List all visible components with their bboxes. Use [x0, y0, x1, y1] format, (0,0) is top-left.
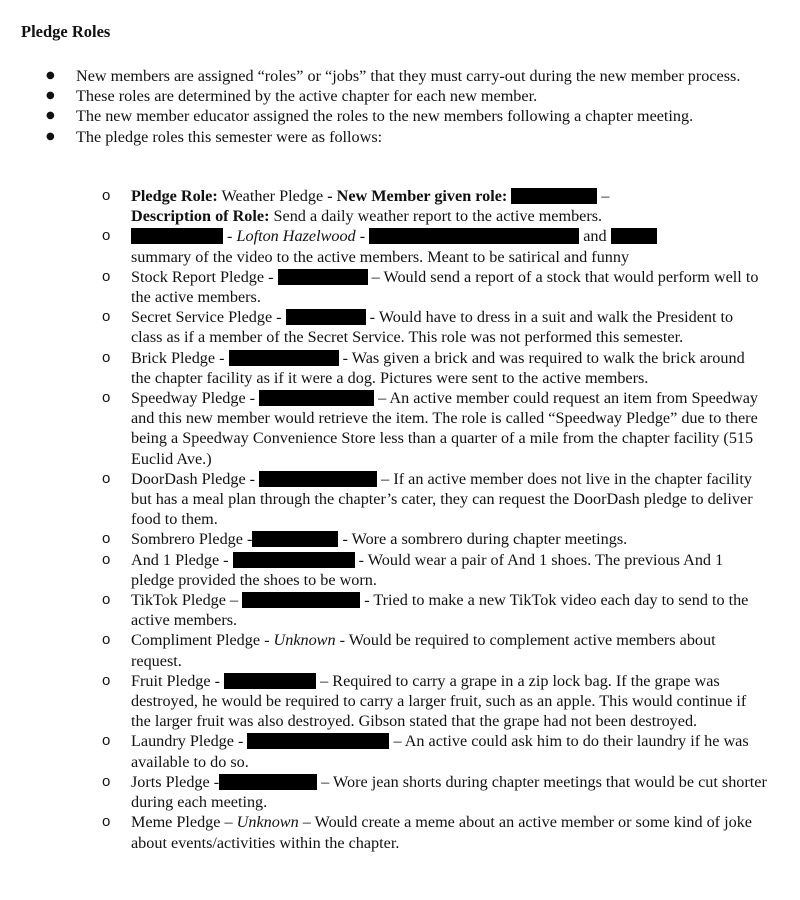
redaction-box	[224, 673, 316, 689]
role-jorts: o Jorts Pledge - – Wore jean shorts during chapter meetings that would be cut shorter during each meeting.	[131, 772, 767, 812]
redaction-box	[611, 228, 657, 244]
redaction-box	[233, 552, 355, 568]
redaction-box	[259, 390, 374, 406]
section-title: Pledge Roles	[21, 22, 111, 41]
redaction-box	[131, 228, 223, 244]
role-weather	[131, 186, 767, 226]
role-brick: o Brick Pledge - - Was given a brick and was required to walk the brick around the chapter facility as if it were a dog. Pictures were sent to the active members.	[131, 348, 767, 388]
role-speedway: o Speedway Pledge - – An active member could request an item from Speedway and this new member would retrieve the item. The role is called “Speedway Pledge” due to there being a Speedway Convenience Store less than a quarter of a mile from the chapter facility (515 Euclid Ave.)	[131, 388, 767, 469]
redaction-box	[259, 471, 377, 487]
role-value: Weather Pledge	[217, 187, 328, 205]
role-stock-report: o Stock Report Pledge - – Would send a report of a stock that would perform well to the active members.	[131, 267, 767, 307]
redaction-box	[252, 531, 338, 547]
role-meme: o Meme Pledge – Unknown – Would create a meme about an active member or some kind of joke about events/activities within the chapter.	[131, 812, 767, 852]
role-description: summary of the video to the active members. Meant to be satirical and funny	[131, 247, 630, 266]
role-tiktok: o TikTok Pledge – - Tried to make a new TikTok video each day to send to the active members.	[131, 590, 767, 630]
role-description: Send a daily weather report to the active members.	[269, 207, 603, 226]
redaction-box	[511, 188, 597, 204]
role-label: Pledge Role:	[131, 187, 218, 205]
redaction-box	[286, 309, 366, 325]
bullet-item: ● These roles are determined by the active chapter for each new member.	[76, 86, 756, 106]
redaction-box	[229, 350, 339, 366]
redaction-box	[219, 774, 317, 790]
pledge-roles-list	[131, 186, 767, 853]
description-label: Description of Role:	[131, 207, 270, 226]
role-fruit: o Fruit Pledge - – Required to carry a grape in a zip lock bag. If the grape was destroyed, he would be required to carry a larger fruit, such as an apple. This would continue if the larger fruit was also destroyed. Gibson stated that the grape had not been destroyed.	[131, 671, 767, 732]
role-redacted: o - Lofton Hazelwood - and summary of the video to the active members. Meant to be satirical and funny	[131, 226, 767, 266]
bullet-list	[76, 66, 756, 147]
redaction-box	[242, 592, 360, 608]
bullet-item: ● The new member educator assigned the roles to the new members following a chapter meeting.	[76, 106, 756, 126]
bullet-item: ● The pledge roles this semester were as follows:	[76, 127, 756, 147]
bullet-item: ● New members are assigned “roles” or “jobs” that they must carry-out during the new member process.	[76, 66, 756, 86]
given-role-label: - New Member given role:	[327, 187, 508, 205]
role-doordash: o DoorDash Pledge - – If an active member does not live in the chapter facility but has a meal plan through the chapter’s cater, they can request the DoorDash pledge to deliver food to them.	[131, 469, 767, 530]
role-sombrero: o Sombrero Pledge - - Wore a sombrero during chapter meetings.	[131, 529, 767, 549]
person-name: Lofton Hazelwood	[236, 227, 356, 246]
role-and1: o And 1 Pledge - - Would wear a pair of And 1 shoes. The previous And 1 pledge provided the shoes to be worn.	[131, 550, 767, 590]
role-compliment: o Compliment Pledge - Unknown - Would be required to complement active members about request.	[131, 630, 767, 670]
role-laundry: o Laundry Pledge - – An active could ask him to do their laundry if he was available to do so.	[131, 731, 767, 771]
redaction-box	[278, 269, 368, 285]
dash: –	[597, 187, 610, 205]
redaction-box	[369, 228, 579, 244]
role-secret-service: o Secret Service Pledge - - Would have to dress in a suit and walk the President to class as if a member of the Secret Service. This role was not performed this semester.	[131, 307, 767, 347]
redaction-box	[247, 733, 389, 749]
